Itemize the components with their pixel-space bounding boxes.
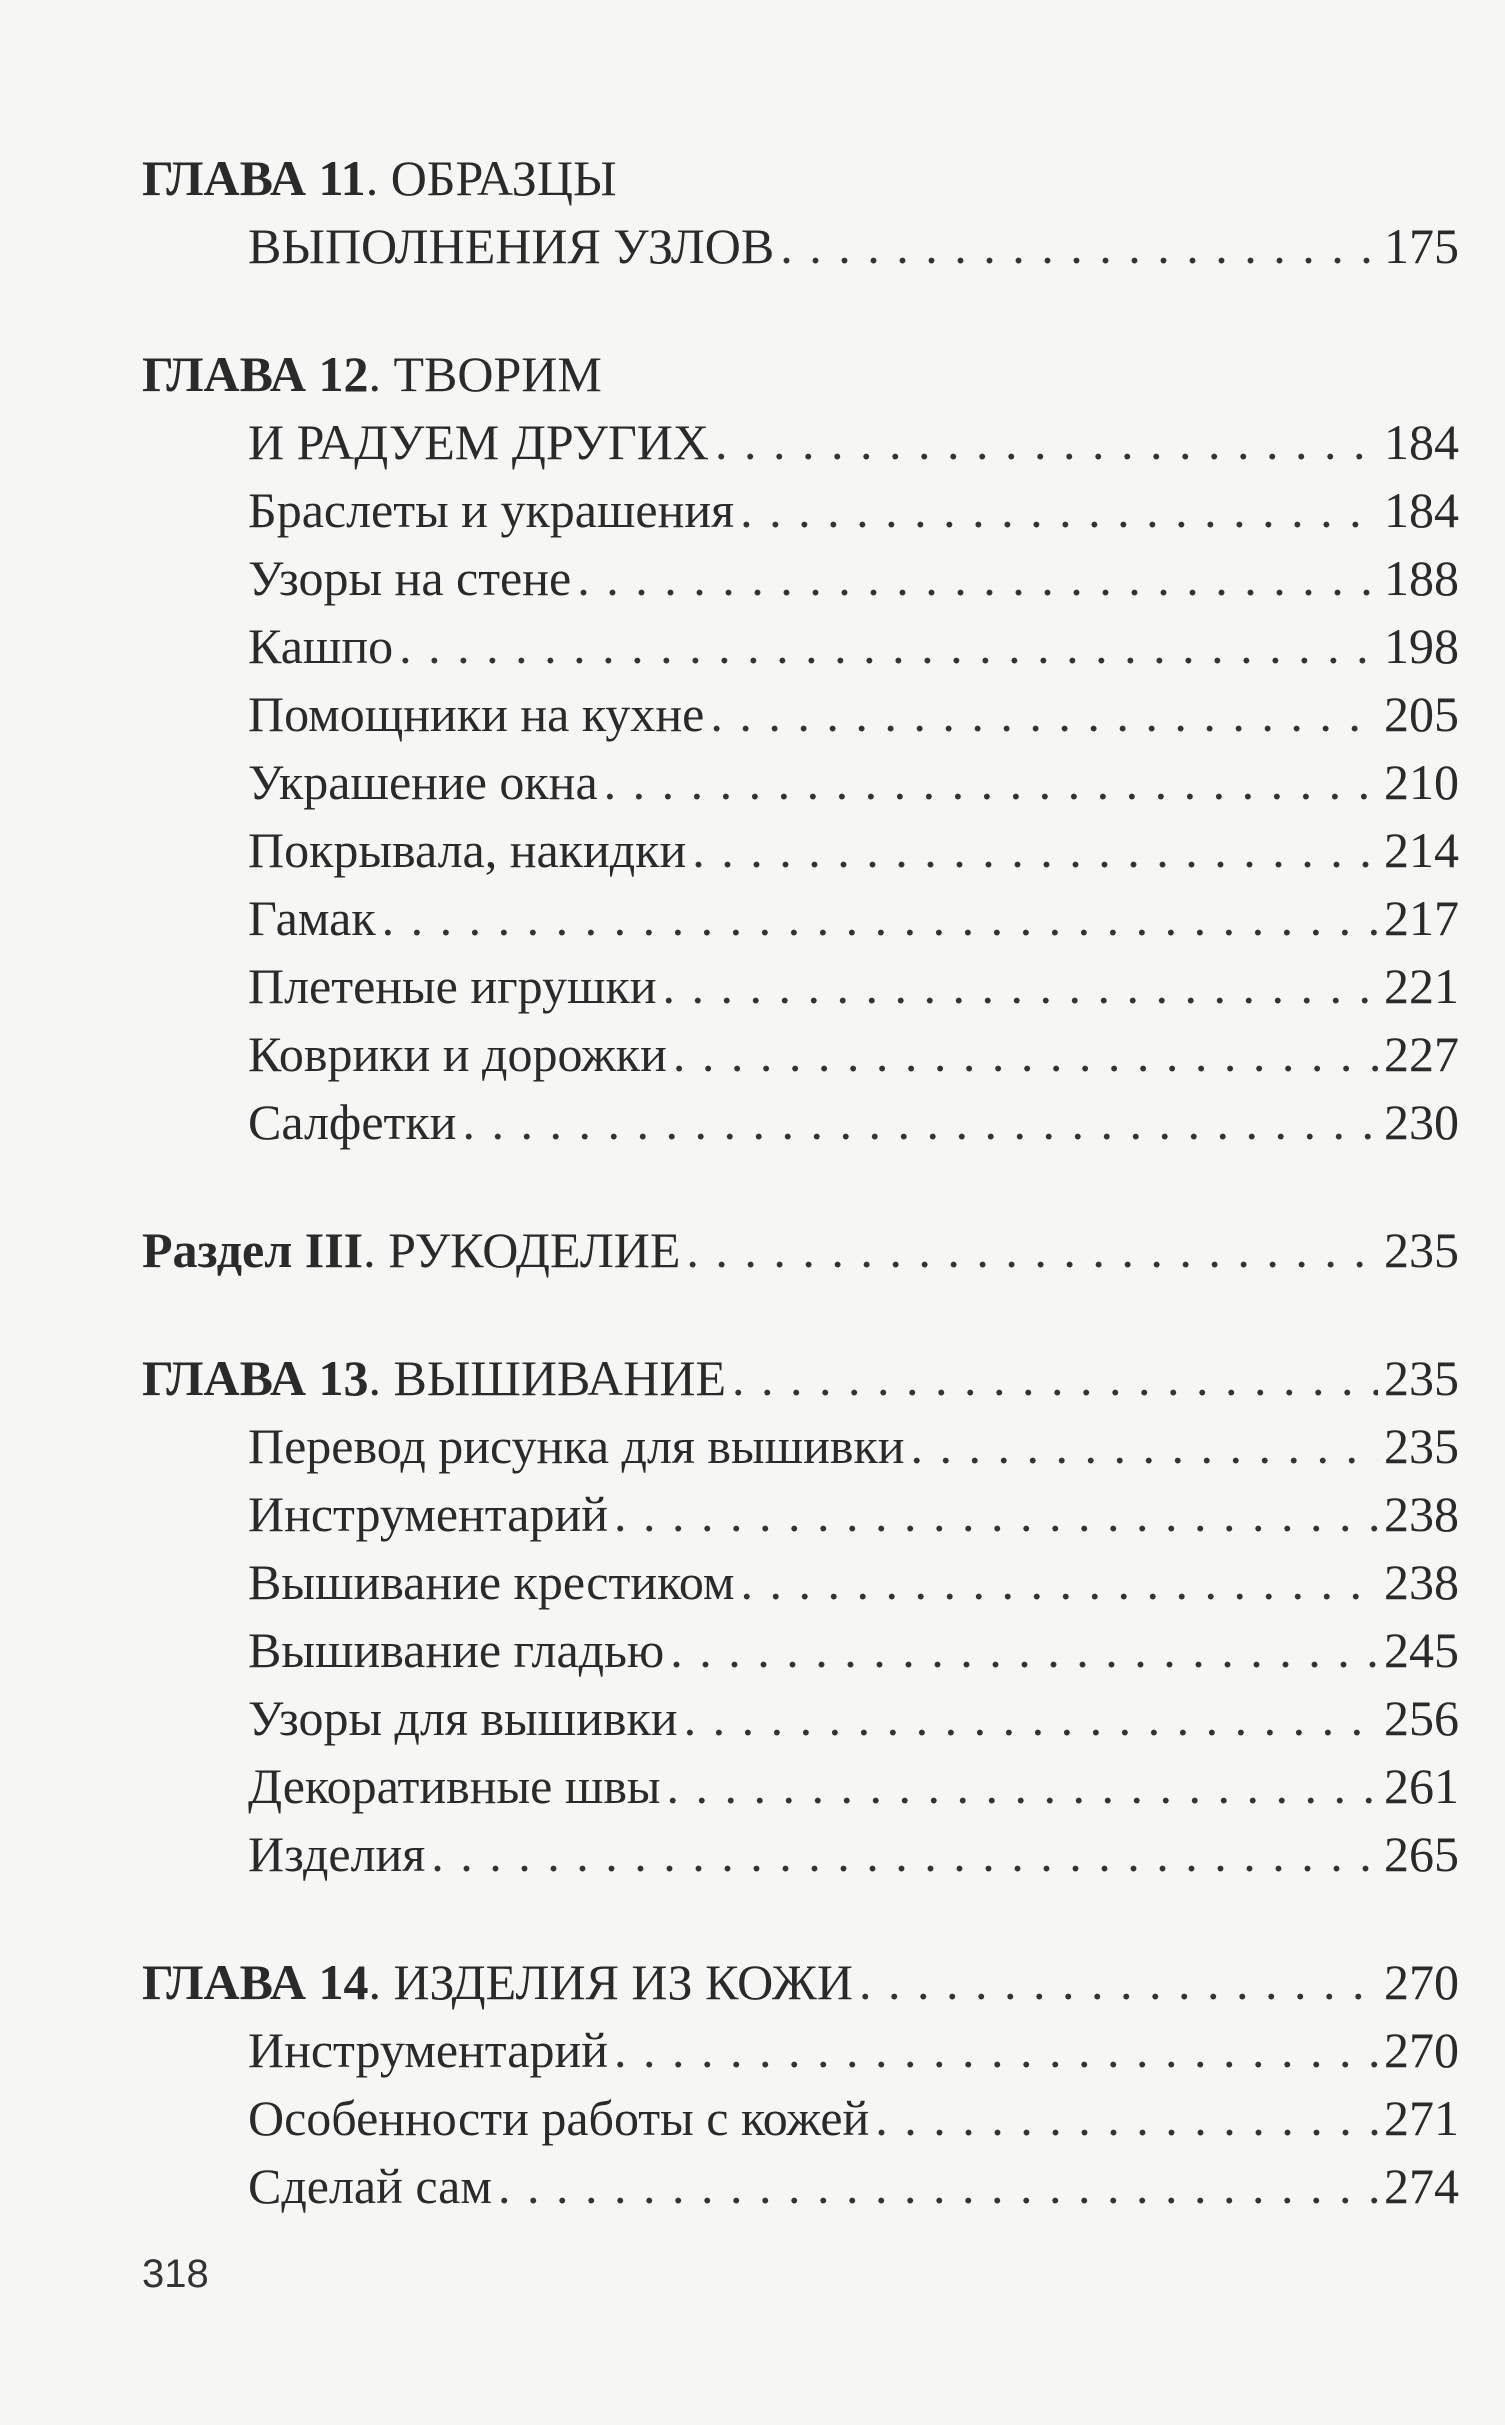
chapter-number: ГЛАВА 12 (142, 346, 369, 402)
dot-leader (431, 1820, 1378, 1888)
dot-leader (741, 1548, 1378, 1616)
chapter-heading (142, 1216, 1459, 1284)
item-title: Инструментарий (248, 2022, 608, 2078)
toc-entry (142, 1820, 1459, 1888)
table-of-contents (142, 144, 1459, 2220)
page-ref: 256 (1384, 1690, 1459, 1746)
toc-entry (142, 1616, 1459, 1684)
item-title: Коврики и дорожки (248, 1026, 667, 1082)
dot-leader (663, 952, 1379, 1020)
entry-title (248, 1480, 608, 1548)
toc-entry (142, 1480, 1459, 1548)
dot-leader (875, 2084, 1378, 2152)
page-ref: 184 (1384, 482, 1459, 538)
chapter-heading (142, 1344, 1459, 1412)
dot-leader (604, 748, 1378, 816)
toc-entry (142, 816, 1459, 884)
page-ref: 270 (1384, 2022, 1459, 2078)
toc-section (142, 1344, 1459, 1888)
entry-title (248, 212, 774, 280)
item-title: Вышивание крестиком (248, 1554, 735, 1610)
toc-entry (142, 1684, 1459, 1752)
dot-leader (686, 1216, 1378, 1284)
item-title: Декоративные швы (248, 1758, 661, 1814)
page-ref: 184 (1384, 414, 1459, 470)
chapter-number: Раздел III (142, 1222, 364, 1278)
item-title: Перевод рисунка для вышивки (248, 1418, 905, 1474)
entry-title (248, 1684, 678, 1752)
dot-leader (715, 408, 1378, 476)
page-ref: 205 (1384, 686, 1459, 742)
item-title: Салфетки (248, 1094, 457, 1150)
entry-title (248, 816, 686, 884)
item-title: Гамак (248, 890, 376, 946)
entry-title (142, 144, 617, 212)
toc-entry (142, 1088, 1459, 1156)
toc-entry (142, 476, 1459, 544)
page-ref: 198 (1384, 618, 1459, 674)
dot-leader (911, 1412, 1378, 1480)
item-title: Браслеты и украшения (248, 482, 735, 538)
chapter-heading-continued (142, 212, 1459, 280)
entry-title (248, 612, 393, 680)
page-ref: 238 (1384, 1486, 1459, 1542)
toc-entry (142, 748, 1459, 816)
item-title: Кашпо (248, 618, 394, 674)
item-title: Изделия (248, 1826, 426, 1882)
page-ref: 271 (1384, 2090, 1459, 2146)
entry-title (248, 2084, 869, 2152)
item-title: Особенности работы с кожей (248, 2090, 870, 2146)
entry-title (248, 884, 376, 952)
dot-leader (670, 1616, 1378, 1684)
toc-section (142, 1216, 1459, 1284)
chapter-number: ГЛАВА 11 (142, 150, 366, 206)
chapter-title: . ТВОРИМ (368, 346, 602, 402)
item-title: Покрывала, накидки (248, 822, 687, 878)
toc-entry (142, 952, 1459, 1020)
entry-title (248, 408, 709, 476)
page-ref: 221 (1384, 958, 1459, 1014)
page-ref: 230 (1384, 1094, 1459, 1150)
entry-title (248, 2016, 608, 2084)
toc-entry (142, 1020, 1459, 1088)
page-ref: 235 (1384, 1222, 1459, 1278)
chapter-title-continued: И РАДУЕМ ДРУГИХ (248, 414, 709, 470)
entry-title (142, 1216, 680, 1284)
toc-entry (142, 544, 1459, 612)
page-ref: 274 (1384, 2158, 1459, 2214)
chapter-title: . ВЫШИВАНИЕ (368, 1350, 727, 1406)
chapter-title: . РУКОДЕЛИЕ (363, 1222, 681, 1278)
page-ref: 261 (1384, 1758, 1459, 1814)
dot-leader (780, 212, 1378, 280)
entry-title (248, 2152, 492, 2220)
item-title: Украшение окна (248, 754, 598, 810)
chapter-number: ГЛАВА 13 (142, 1350, 369, 1406)
chapter-heading (142, 144, 1459, 212)
toc-entry (142, 884, 1459, 952)
toc-section (142, 1948, 1459, 2220)
toc-entry (142, 1412, 1459, 1480)
item-title: Узоры для вышивки (248, 1690, 678, 1746)
page-ref: 235 (1384, 1350, 1459, 1406)
toc-entry (142, 1548, 1459, 1616)
entry-title (248, 476, 734, 544)
item-title: Вышивание гладью (248, 1622, 665, 1678)
dot-leader (399, 612, 1378, 680)
dot-leader (740, 476, 1378, 544)
entry-title (142, 1948, 853, 2016)
entry-title (142, 340, 602, 408)
entry-title (248, 1088, 456, 1156)
dot-leader (684, 1684, 1378, 1752)
item-title: Инструментарий (248, 1486, 608, 1542)
page-ref: 210 (1384, 754, 1459, 810)
dot-leader (462, 1088, 1378, 1156)
toc-entry (142, 680, 1459, 748)
dot-leader (382, 884, 1378, 952)
page-ref: 235 (1384, 1418, 1459, 1474)
toc-entry (142, 2016, 1459, 2084)
entry-title (248, 1020, 667, 1088)
item-title: Помощники на кухне (248, 686, 705, 742)
chapter-title: . ИЗДЕЛИЯ ИЗ КОЖИ (368, 1954, 853, 2010)
page-ref: 214 (1384, 822, 1459, 878)
page-ref: 217 (1384, 890, 1459, 946)
dot-leader (692, 816, 1378, 884)
toc-entry (142, 2084, 1459, 2152)
entry-title (248, 952, 657, 1020)
page-ref: 238 (1384, 1554, 1459, 1610)
entry-title (248, 748, 598, 816)
item-title: Узоры на стене (248, 550, 572, 606)
page-ref: 188 (1384, 550, 1459, 606)
dot-leader (614, 2016, 1378, 2084)
entry-title (248, 1820, 425, 1888)
chapter-title: . ОБРАЗЦЫ (365, 150, 617, 206)
page-ref: 175 (1384, 218, 1459, 274)
entry-title (142, 1344, 726, 1412)
entry-title (248, 1752, 661, 1820)
dot-leader (732, 1344, 1378, 1412)
page-ref: 265 (1384, 1826, 1459, 1882)
page-number: 318 (142, 2252, 209, 2296)
page-ref: 245 (1384, 1622, 1459, 1678)
entry-title (248, 1412, 905, 1480)
toc-entry (142, 612, 1459, 680)
chapter-heading-continued (142, 408, 1459, 476)
entry-title (248, 1616, 664, 1684)
dot-leader (498, 2152, 1378, 2220)
chapter-heading (142, 340, 1459, 408)
entry-title (248, 680, 704, 748)
toc-section (142, 144, 1459, 280)
dot-leader (710, 680, 1378, 748)
toc-section (142, 340, 1459, 1156)
toc-entry (142, 1752, 1459, 1820)
dot-leader (667, 1752, 1378, 1820)
page-ref: 270 (1384, 1954, 1459, 2010)
dot-leader (614, 1480, 1378, 1548)
entry-title (248, 1548, 735, 1616)
dot-leader (673, 1020, 1378, 1088)
toc-entry (142, 2152, 1459, 2220)
item-title: Сделай сам (248, 2158, 493, 2214)
chapter-number: ГЛАВА 14 (142, 1954, 369, 2010)
page-ref: 227 (1384, 1026, 1459, 1082)
chapter-heading (142, 1948, 1459, 2016)
entry-title (248, 544, 571, 612)
item-title: Плетеные игрушки (248, 958, 657, 1014)
dot-leader (577, 544, 1378, 612)
dot-leader (859, 1948, 1378, 2016)
chapter-title-continued: ВЫПОЛНЕНИЯ УЗЛОВ (248, 218, 775, 274)
